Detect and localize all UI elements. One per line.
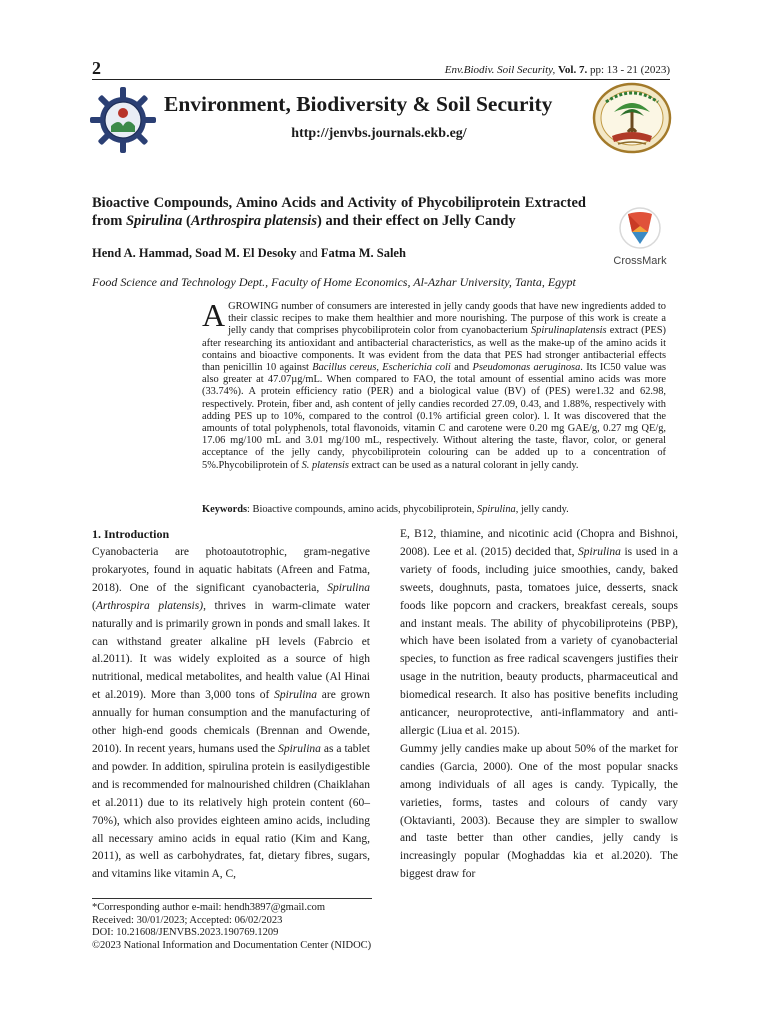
abstract-italic: Spirulinaplatensis	[530, 325, 607, 337]
journal-url-link[interactable]: http://jenvbs.journals.ekb.eg/	[291, 126, 467, 141]
body-text: , thrives in warm-climate water naturally and is primarily grown in ponds and small lakes. It can withstand greater alkaline pH levels (Fabrcio et al.2011). It was widely exploited as a source of high nutritional, medical metabolites, and health value (Al Hinai et al.2019). More than 3,000 tons of	[92, 599, 371, 702]
keywords-text: : Bioactive compounds, amino acids, phycobiliprotein,	[247, 504, 478, 515]
crossmark-icon	[608, 206, 672, 252]
title-paren-open: (	[182, 212, 191, 229]
abstract-text: extract (PES) after researching its antioxidant and antibacterial characteristics, as well as the make-up of the amino acids it contains and bioactive components. It was evident from the data that PES had stronger antibacterial effects than penicillin 10 against	[202, 325, 666, 374]
abstract-text: and	[450, 362, 473, 374]
body-italic: Spirulina	[327, 581, 370, 594]
article-title	[92, 195, 586, 230]
body-paragraph: Gummy jelly candies make up about 50% of the market for candies (Garcia, 2000). One of the most popular snacks among individuals of all ages is candy. Typically, the varieties, forms, tastes and colours of candy vary (Oktavianti, 2003). Because they are simpler to swallow and taste better than other candies, jelly candy is increasingly popular (Moghaddas kia et al.2020). The biggest draw for	[400, 742, 678, 881]
body-text: (	[92, 599, 96, 612]
authors-last: Fatma M. Saleh	[320, 246, 406, 260]
body-text: E, B12, thiamine, and nicotinic acid (Chopra and Bishnoi, 2008). Lee et al. (2015) decided that,	[400, 528, 678, 558]
affiliation: Food Science and Technology Dept., Faculty of Home Economics, Al-Azhar University, Tanta, Egypt	[92, 275, 576, 289]
corresponding-author-email[interactable]: *Corresponding author e-mail: hendh3897@gmail.com	[92, 902, 326, 913]
abstract-text: GROWING number of consumers are interested in jelly candy goods that have new ingredients added to their classic recipes to make them healthier and more nourishing. The purpose of this work is create a jelly candy that comprises phycobiliprotein color from cyanobacterium	[228, 301, 666, 337]
page-number: 2	[92, 58, 101, 78]
abstract-italic: Pseudomonas aeruginosa	[472, 362, 581, 374]
authors-main: Hend A. Hammad, Soad M. El Desoky	[92, 246, 297, 260]
authors-line	[92, 246, 406, 261]
copyright: ©2023 National Information and Documentation Center (NIDOC)	[92, 939, 372, 951]
journal-ref-volume: Vol. 7.	[557, 64, 588, 76]
crossmark-label: CrossMark	[613, 255, 667, 267]
abstract	[202, 297, 666, 472]
journal-ref-name: Env.Biodiv. Soil Security	[444, 64, 553, 76]
journal-ref-pages: pp: 13 - 21 (2023)	[589, 64, 670, 76]
body-paragraph	[400, 526, 678, 741]
abstract-italic: S. platensis	[301, 459, 349, 471]
crossmark-badge[interactable]	[608, 206, 672, 266]
doi-link[interactable]: DOI: 10.21608/JENVBS.2023.190769.1209	[92, 927, 279, 939]
keywords-italic: Spirulina	[477, 504, 516, 515]
body-text: are grown annually for human consumption and the manufacturing of other high-end goods chemicals (Brennan and Owende, 2010). In recent years, humans used the	[92, 689, 370, 755]
header-divider	[92, 79, 670, 80]
footnote-divider	[92, 898, 372, 899]
body-italic: Arthrospira platensis)	[95, 599, 204, 612]
abstract-dropcap: A	[202, 297, 226, 333]
journal-title: Environment, Biodiversity & Soil Security	[164, 92, 553, 116]
tree-seal-emblem-icon	[592, 82, 672, 154]
section-heading: 1. Introduction	[92, 527, 170, 541]
footnotes	[92, 902, 371, 952]
body-column-right	[400, 526, 678, 884]
abstract-text: . Its IC50 value was also greater at 47.07µg/mL. When compared to FAO, the total amount of essential amino acids was more (33.74%). A protein efficiency ratio (PER) and a biological value (BV) of (PES) were1.32 and 62.98, respectively. Protein, fiber and, ash content of jelly candies recorded 27.09, 0.43, and 1.88%, respectively with adding PES up to 10%, compared to the control (0.1% artificial green color). l. It was discovered that the amounts of total polyphenols, total flavonoids, vitamin C and carotene were 0.20 mg GAE/g, 0.27 mg QE/g, 17.06 mg/100 mL and 3.01 mg/100 mL, respectively. Without altering the taste, flavor, color, or general acceptance of the jelly candy, phycobiliprotein colouring can be added up to a concentration of 5%.Phycobiliprotein of	[202, 362, 666, 471]
abstract-italic: Bacillus cereus	[312, 362, 377, 374]
body-paragraph	[92, 544, 370, 884]
received-accepted-dates: Received: 30/01/2023; Accepted: 06/02/2023	[92, 914, 283, 926]
abstract-text: ,	[376, 362, 383, 374]
keywords-label: Keywords	[202, 504, 248, 515]
title-part-2: ) and their effect on Jelly Candy	[316, 212, 516, 229]
body-italic: Spirulina	[578, 545, 621, 558]
title-genus: Spirulina	[125, 212, 183, 229]
body-text: as a tablet and powder. In addition, spirulina protein is easilydigestible and is recommended for malnourished children (Chaiklahan et al.2011) due to its relatively high protein content (60–70%), which also provides eighteen amino acids, including all necessary amino acids in equal ratio (Kim and Kang, 2011), as well as carbohydrates, fat, dietary fibres, sugars, and vitamins like vitamin A, C,	[92, 742, 370, 881]
title-part-1: Bioactive Compounds, Amino Acids and Activity of Phycobiliprotein Extracted from	[92, 195, 586, 229]
authors-and: and	[299, 246, 318, 260]
ship-wheel-emblem-icon	[88, 84, 158, 154]
body-column-left	[92, 544, 370, 884]
journal-reference: Env.Biodiv. Soil Security, Vol. 7. pp: 13 - 21 (2023)	[444, 64, 670, 76]
body-italic: Spirulina	[274, 689, 317, 702]
abstract-italic: Escherichia coli	[382, 362, 451, 374]
keywords-text: , jelly candy.	[515, 504, 569, 515]
abstract-text: extract can be used as a natural colorant in jelly candy.	[348, 459, 579, 471]
title-species: Arthrospira platensis	[190, 212, 317, 229]
body-italic: Spirulina	[278, 742, 321, 755]
body-text: is used in a variety of foods, including juice smoothies, candy, baked sweets, doughnuts, pasta, tomatoes juice, desserts, snack foods like popcorn and crackers, breakfast cereals, soups and instant meals. The ability of phycobiliproteins (PBP), which have been isolated from a variety of cyanobacterial species, to function as free radical scavengers justifies their usage in the nutrition, beauty products, pharmaceutical and biomedical research. It also has positive benefits including anticancer, neuroprotective, anti-inflammatory and anti-allergic (Liua et al. 2015).	[400, 545, 678, 737]
body-text: Cyanobacteria are photoautotrophic, gram-negative prokaryotes, found in aquatic habitats (Afreen and Fatma, 2018). One of the significant cyanobacteria,	[92, 546, 370, 594]
keywords	[202, 504, 666, 515]
